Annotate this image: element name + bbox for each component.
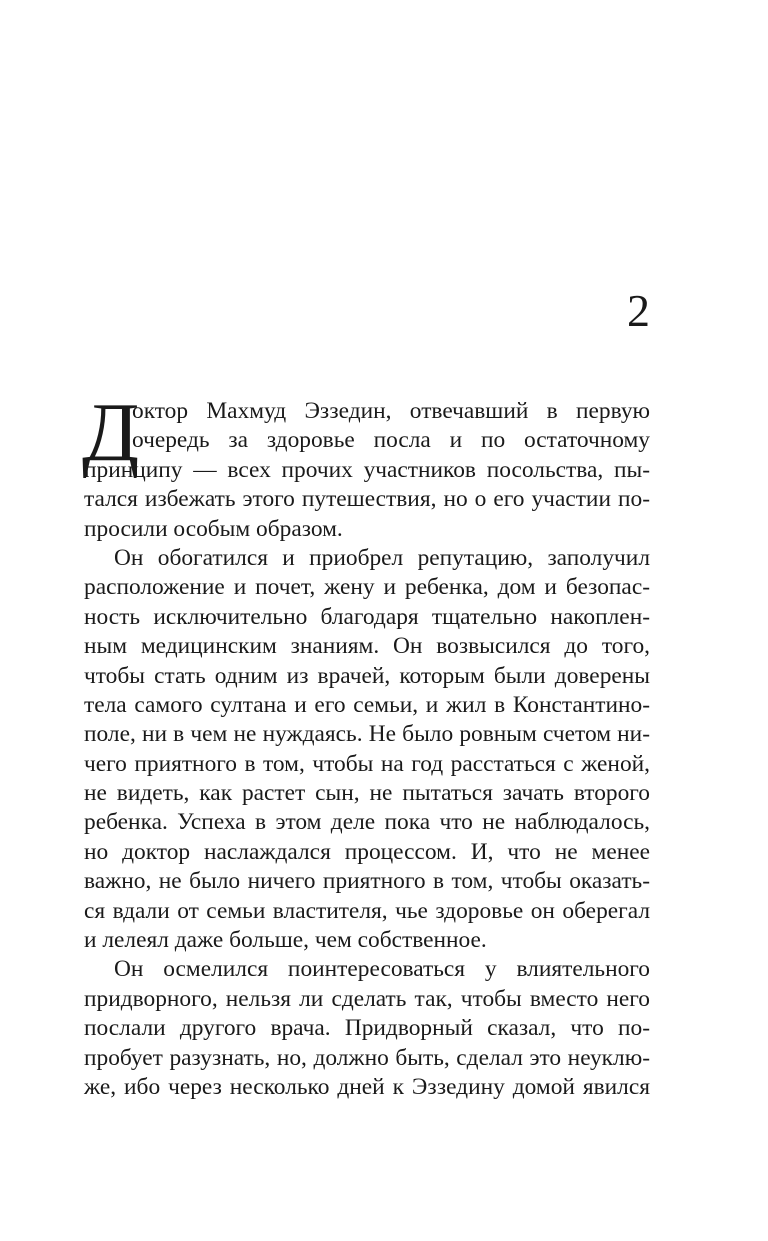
text-line: послали другого врача. Придворный сказал, что по-	[84, 1015, 650, 1042]
text-line: пробует разузнать, но, должно быть, сделал это неуклю-	[84, 1044, 650, 1071]
text-lines	[84, 397, 650, 1102]
drop-cap: Д	[82, 386, 140, 479]
text-line: принципу — всех прочих участников посольства, пы-	[84, 456, 650, 483]
text-line: просили особым образом.	[84, 515, 343, 542]
text-line: ность исключительно благодаря тщательно накоплен-	[84, 603, 650, 630]
text-line: расположение и почет, жену и ребенка, дом и безопас-	[84, 574, 650, 601]
text-line: октор Махмуд Эззедин, отвечавший в первую	[132, 398, 650, 424]
text-line: Он обогатился и приобрел репутацию, заполучил	[114, 544, 650, 571]
text-line: и лелеял даже больше, чем собственное.	[84, 927, 487, 954]
text-line: же, ибо через несколько дней к Эззедину домой явился	[84, 1073, 650, 1100]
text-line: тался избежать этого путешествия, но о его участии по-	[84, 486, 650, 513]
text-line: поле, ни в чем не нуждаясь. Не было ровным счетом ни-	[84, 721, 650, 748]
text-line: важно, не было ничего приятного в том, чтобы оказать-	[84, 868, 650, 895]
text-line: чего приятного в том, чтобы на год расстаться с женой,	[84, 750, 650, 777]
text-line: придворного, нельзя ли сделать так, чтобы вместо него	[84, 985, 650, 1012]
chapter-number: 2	[627, 285, 650, 336]
text-line: тела самого султана и его семьи, и жил в Константино-	[84, 691, 650, 718]
text-line: ным медицинским знаниям. Он возвысился до того,	[84, 633, 650, 660]
text-line: ся вдали от семьи властителя, чье здоровье он оберегал	[84, 897, 650, 924]
text-line: Он осмелился поинтересоваться у влиятельного	[114, 956, 650, 983]
text-line: не видеть, как растет сын, не пытаться зачать второго	[84, 780, 650, 807]
chapter-text	[82, 386, 650, 1102]
text-line: ребенка. Успеха в этом деле пока что не наблюдалось,	[84, 809, 650, 836]
text-line: но доктор наслаждался процессом. И, что не менее	[84, 838, 650, 865]
text-line: чтобы стать одним из врачей, которым были доверены	[84, 662, 650, 689]
text-line: очередь за здоровье посла и по остаточному	[132, 427, 650, 454]
